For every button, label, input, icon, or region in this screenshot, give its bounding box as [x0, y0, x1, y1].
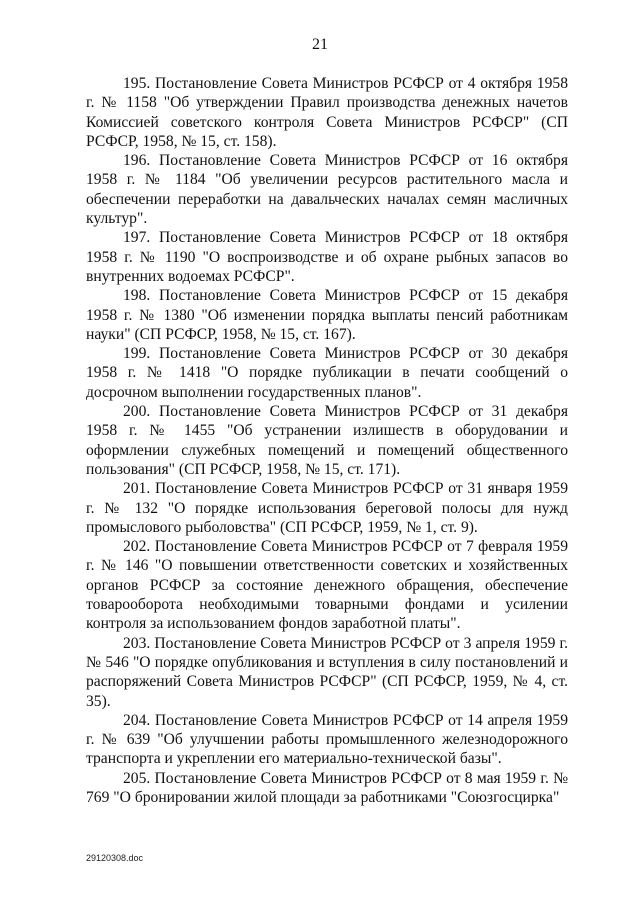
document-body: [86, 74, 568, 807]
list-item-199: 199. Постановление Совета Министров РСФСР от 30 декабря 1958 г. № 1418 "О порядке публикации в печати сообщений о досрочном выполнении государственных планов".: [86, 345, 568, 401]
footer-filename: 29120308.doc: [86, 853, 144, 863]
list-item-204: 204. Постановление Совета Министров РСФСР от 14 апреля 1959 г. № 639 "Об улучшении работы промышленного железнодорожного транспорта и укреплении его материально-технической базы".: [86, 711, 568, 768]
list-item-202: 202. Постановление Совета Министров РСФСР от 7 февраля 1959 г. № 146 "О повышении ответственности советских и хозяйственных органов РСФСР за состояние денежного обращения, обеспечение товарооборота необходимыми товарными фондами и усилении контроля за использованием фондов заработной платы".: [86, 538, 568, 633]
list-item-201: 201. Постановление Совета Министров РСФСР от 31 января 1959 г. № 132 "О порядке использования береговой полосы для нужд промыслового рыболовства" (СП РСФСР, 1959, № 1, ст. 9).: [86, 480, 568, 536]
page-number: 21: [312, 36, 328, 53]
list-item-195: 195. Постановление Совета Министров РСФСР от 4 октября 1958 г. № 1158 "Об утверждении Правил производства денежных начетов Комиссией советского контроля Совета Министров РСФСР" (СП РСФСР, 1958, № 15, ст. 158).: [86, 75, 568, 150]
list-item-205: 205. Постановление Совета Министров РСФСР от 8 мая 1959 г. № 769 "О бронировании жилой площади за работниками "Союзгосцирка": [86, 769, 568, 806]
list-item-203: 203. Постановление Совета Министров РСФСР от 3 апреля 1959 г. № 546 "О порядке опубликования и вступления в силу постановлений и распоряжений Совета Министров РСФСР" (СП РСФСР, 1959, № 4, ст. 35).: [86, 634, 568, 710]
list-item-200: 200. Постановление Совета Министров РСФСР от 31 декабря 1958 г. № 1455 "Об устранении излишеств в оборудовании и оформлении служебных помещений и помещений общественного пользования" (СП РСФСР, 1958, № 15, ст. 171).: [86, 403, 568, 478]
list-item-197: 197. Постановление Совета Министров РСФСР от 18 октября 1958 г. № 1190 "О воспроизводстве и об охране рыбных запасов во внутренних водоемах РСФСР".: [86, 229, 568, 285]
list-item-196: 196. Постановление Совета Министров РСФСР от 16 октября 1958 г. № 1184 "Об увеличении ресурсов растительного масла и обеспечении переработки на давальческих началах семян масличных культур".: [86, 152, 568, 228]
list-item-198: 198. Постановление Совета Министров РСФСР от 15 декабря 1958 г. № 1380 "Об изменении порядка выплаты пенсий работникам науки" (СП РСФСР, 1958, № 15, ст. 167).: [86, 287, 568, 343]
